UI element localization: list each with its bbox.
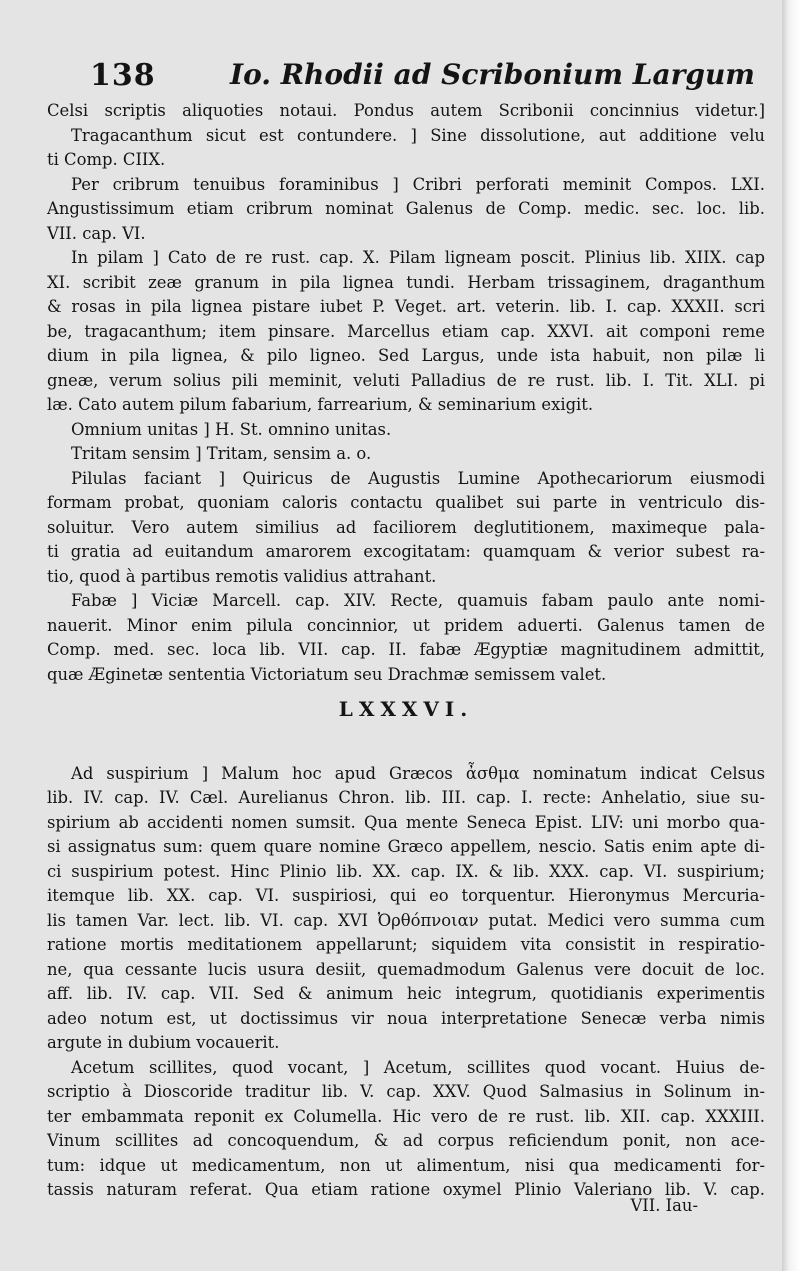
text-line: soluitur. Vero autem similius ad faciliorem deglutitionem, maximeque pala- xyxy=(47,517,765,537)
text-line: Tritam sensim ] Tritam, sensim a. o. xyxy=(71,444,372,463)
text-line: Angustissimum etiam cribrum nominat Galenus de Comp. medic. sec. loc. lib. xyxy=(47,199,765,218)
text-line: & rosas in pila lignea pistare iubet P. Veget. art. veterin. lib. I. cap. XXXII. scri xyxy=(47,297,765,316)
text-line: scriptio à Dioscoride traditur lib. V. cap. XXV. Quod Salmasius in Solinum in- xyxy=(47,1082,765,1101)
text-line: Pilulas faciant ] Quiricus de Augustis Lumine Apothecariorum eiusmodi xyxy=(71,468,765,488)
text-line: si assignatus sum: quem quare nomine Græco appellem, nescio. Satis enim apte di- xyxy=(47,837,765,856)
text-line: adeo notum est, ut doctissimus vir noua interpretatione Senecæ verba nimis xyxy=(47,1008,765,1028)
text-line: Fabæ ] Viciæ Marcell. cap. XIV. Recte, quamuis fabam paulo ante nomi- xyxy=(71,591,765,610)
running-head: Io. Rhodii ad Scribonium Largum xyxy=(230,58,755,91)
text-line: itemque lib. XX. cap. VI. suspiriosi, qui eo torquentur. Hieronymus Mercuria- xyxy=(47,886,765,905)
text-line: XI. scribit zeæ granum in pila lignea tundi. Herbam trissaginem, draganthum xyxy=(47,272,765,292)
text-line: ratione mortis meditationem appellarunt; siquidem vita consistit in respiratio- xyxy=(47,935,765,954)
main-text xyxy=(47,99,765,1203)
chapter-heading: LXXXVI. xyxy=(338,697,474,721)
text-line: Per cribrum tenuibus foraminibus ] Cribri perforati meminit Compos. LXI. xyxy=(71,174,765,194)
text-line: lis tamen Var. lect. lib. VI. cap. XVI Ὀρθόπνοιαν putat. Medici vero summa cum xyxy=(47,910,765,930)
text-line: ne, qua cessante lucis usura desiit, quemadmodum Galenus vere docuit de loc. xyxy=(47,959,765,979)
text-line: Tragacanthum sicut est contundere. ] Sine dissolutione, aut additione velu xyxy=(71,125,765,145)
text-line: Comp. med. sec. loca lib. VII. cap. II. fabæ Ægyptiæ magnitudinem admittit, xyxy=(47,640,765,659)
text-line: Omnium unitas ] H. St. omnino unitas. xyxy=(71,419,392,439)
text-line: dium in pila lignea, & pilo ligneo. Sed Largus, unde ista habuit, non pilæ li xyxy=(47,346,765,365)
text-line: spirium ab accidenti nomen sumsit. Qua mente Seneca Epist. LIV: uni morbo qua- xyxy=(47,812,765,832)
text-line: ci suspirium potest. Hinc Plinio lib. XX. cap. IX. & lib. XXX. cap. VI. suspirium; xyxy=(47,861,765,881)
page-edge-shadow xyxy=(782,0,800,1271)
text-line: VII. cap. VI. xyxy=(47,223,146,243)
text-line: ter embammata reponit ex Columella. Hic vero de re rust. lib. XII. cap. XXXIII. xyxy=(47,1106,765,1126)
text-line: quæ Æginetæ sententia Victoriatum seu Drachmæ semissem valet. xyxy=(47,664,607,684)
page-header xyxy=(90,58,755,98)
text-line: Ad suspirium ] Malum hoc apud Græcos ἆσθμα nominatum indicat Celsus xyxy=(71,763,765,783)
text-line: Acetum scillites, quod vocant, ] Acetum, scillites quod vocant. Huius de- xyxy=(71,1057,765,1077)
text-line: gneæ, verum solius pili meminit, veluti Palladius de re rust. lib. I. Tit. XLI. pi xyxy=(47,370,765,390)
text-line: In pilam ] Cato de re rust. cap. X. Pilam ligneam poscit. Plinius lib. XIIX. cap xyxy=(71,248,765,267)
text-line: tassis naturam referat. Qua etiam ratione oxymel Plinio Valeriano lib. V. cap. xyxy=(47,1180,765,1199)
text-line: aff. lib. IV. cap. VII. Sed & animum heic integrum, quotidianis experimentis xyxy=(47,984,765,1003)
text-line: Celsi scriptis aliquoties notaui. Pondus autem Scribonii concinnius videtur.] xyxy=(47,101,765,120)
text-line: nauerit. Minor enim pilula concinnior, ut pridem aduerti. Galenus tamen de xyxy=(47,615,765,635)
catchword: VII. Iau- xyxy=(630,1196,698,1215)
page-number: 138 xyxy=(90,58,156,93)
text-line: læ. Cato autem pilum fabarium, farrearium, & seminarium exigit. xyxy=(47,395,594,414)
text-line: ti Comp. CIIX. xyxy=(47,150,166,169)
text-line: ti gratia ad euitandum amarorem excogitatam: quamquam & verior subest ra- xyxy=(47,542,765,561)
text-line: tum: idque ut medicamentum, non ut alimentum, nisi qua medicamenti for- xyxy=(47,1155,765,1175)
text-line: Vinum scillites ad concoquendum, & ad corpus reficiendum ponit, non ace- xyxy=(47,1131,765,1150)
text-line: formam probat, quoniam caloris contactu qualibet sui parte in ventriculo dis- xyxy=(47,493,765,512)
text-line: be, tragacanthum; item pinsare. Marcellus etiam cap. XXVI. ait componi reme xyxy=(47,321,765,341)
text-line: argute in dubium vocauerit. xyxy=(47,1033,280,1052)
text-line: tio, quod à partibus remotis validius attrahant. xyxy=(47,566,437,586)
text-line: lib. IV. cap. IV. Cæl. Aurelianus Chron. lib. III. cap. I. recte: Anhelatio, siue su- xyxy=(47,788,765,807)
